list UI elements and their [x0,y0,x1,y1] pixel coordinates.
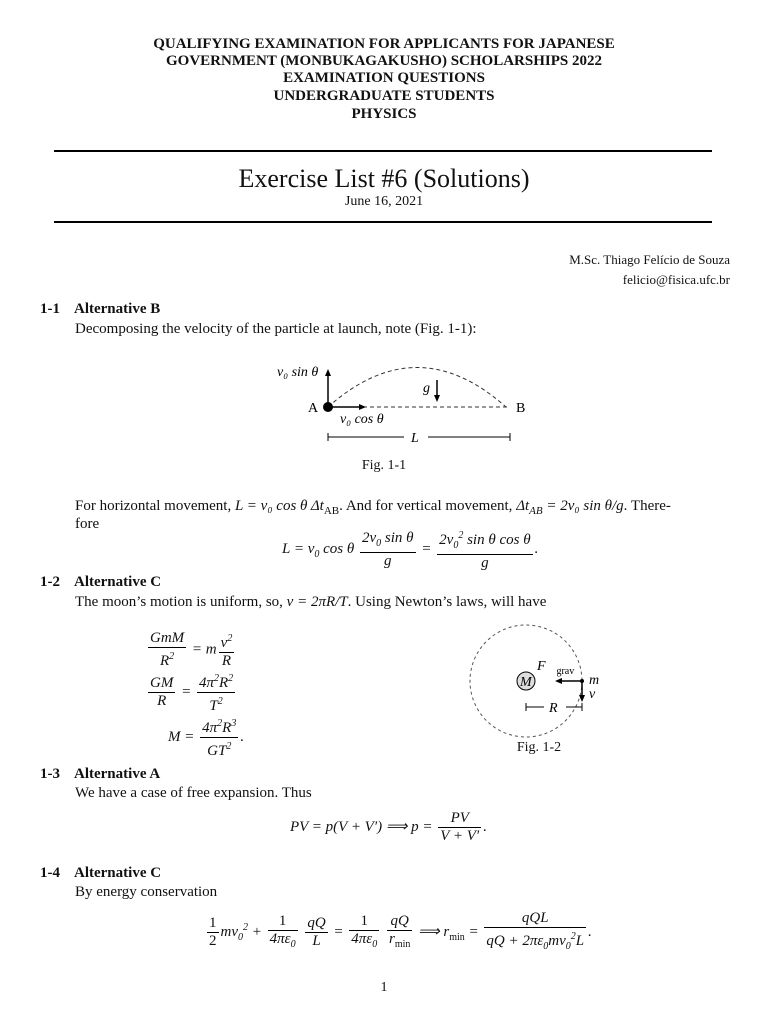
figure-caption-1-2: Fig. 1-2 [516,740,562,755]
section-heading-1-1 [40,301,160,318]
section-title: Alternative C [74,865,162,881]
header-line-3: EXAMINATION QUESTIONS [283,70,485,86]
label-force: $F⃗_{grav}$ [537,659,575,677]
section-heading-1-4 [40,865,161,882]
arrowhead-icon [555,678,562,684]
top-rule [54,150,712,152]
section-title: Alternative A [74,766,161,782]
arrowhead-icon [325,369,331,376]
label-v: v⃗ [589,687,607,702]
figure-caption-1-1: Fig. 1-1 [361,458,407,473]
header-line-5: PHYSICS [351,106,417,122]
header-line-4: UNDERGRADUATE STUDENTS [273,88,495,104]
section-1-3-intro: We have a case of free expansion. Thus [75,785,312,801]
section-1-1-paragraph-cont: fore [75,516,100,532]
section-number: 1-4 [40,865,60,881]
section-1-4-intro: By energy conservation [75,884,218,900]
section-1-1-paragraph: For horizontal movement, L = v₀ cos θ $\Delta t_{AB}$. And for vertical movement, $\Delta t_{AB} = 2v_0$ sin θ/g. There- [75,498,671,517]
section-1-2-intro: The moon’s motion is uniform, so, v = 2πR/T. Using Newton’s laws, will have [75,594,547,610]
section-heading-1-2 [40,574,161,591]
label-g: g⃗ [423,381,441,396]
arrowhead-icon [359,404,366,410]
author-name: M.Sc. Thiago Felício de Souza [569,252,730,267]
section-number: 1-3 [40,766,60,782]
label-l: L [411,431,419,446]
page-number: 1 [380,980,388,995]
bottom-rule [54,221,712,223]
section-title: Alternative B [74,301,161,317]
equation-free-expansion: PV = p(V + V′) ⟹ p = $\frac{PV}{V + V'}$ . [290,810,487,844]
figure-1-2 [455,620,615,740]
section-number: 1-1 [40,301,60,317]
author-block [569,250,730,290]
label-m: m [589,673,600,688]
equations-newton: GmM $R^2$ = m $\frac{v^2}{R}$ $\frac{GM}{R}$ = $\frac{4\pi^2R^2}{T^2}$ M = $\frac{4\pi^2R^3}{GT^2}$ . [150,630,245,759]
equation-range: $L = v_0$ cos θ $\frac{2v_0 \sin \theta}{g}$ = $\frac{2v_0^2 \sin \theta \cos \theta}{g}$ . [282,527,538,572]
date: June 16, 2021 [344,194,424,209]
label-a: A [308,401,319,416]
section-title: Alternative C [74,574,162,590]
label-b: B [516,401,526,416]
section-heading-1-3 [40,766,160,783]
label-big-m: M [520,675,532,690]
figure-1-1 [270,356,540,450]
arrowhead-icon [434,395,440,402]
label-r: R [549,701,558,716]
arrowhead-icon [579,695,585,702]
header-line-2: GOVERNMENT (MONBUKAGAKUSHO) SCHOLARSHIPS 2022 [165,53,602,69]
label-vy: v₀ sin θ [277,365,319,380]
equation-energy-conservation: $\frac{1}{2}$ $mv_0^2$ + $\frac{1}{4\pi\varepsilon_0}$ $\frac{qQ}{L}$ = $\frac{1}{4\pi\varepsilon_0}$ qQ $r_{min}$ ⟹ $r_{min}$ = qQL qQ + $2\pi\varepsilon_0mv_0^2L$ . [209,910,592,952]
section-1-1-intro: Decomposing the velocity of the particle at launch, note (Fig. 1-1): [75,321,477,337]
trajectory-arc [328,368,506,408]
author-email: felicio@fisica.ufc.br [622,272,730,287]
header-line-1: QUALIFYING EXAMINATION FOR APPLICANTS FOR JAPANESE [153,36,615,52]
section-number: 1-2 [40,574,60,590]
page-title: Exercise List #6 (Solutions) [238,164,530,193]
label-vx: v₀ cos θ [340,412,384,427]
